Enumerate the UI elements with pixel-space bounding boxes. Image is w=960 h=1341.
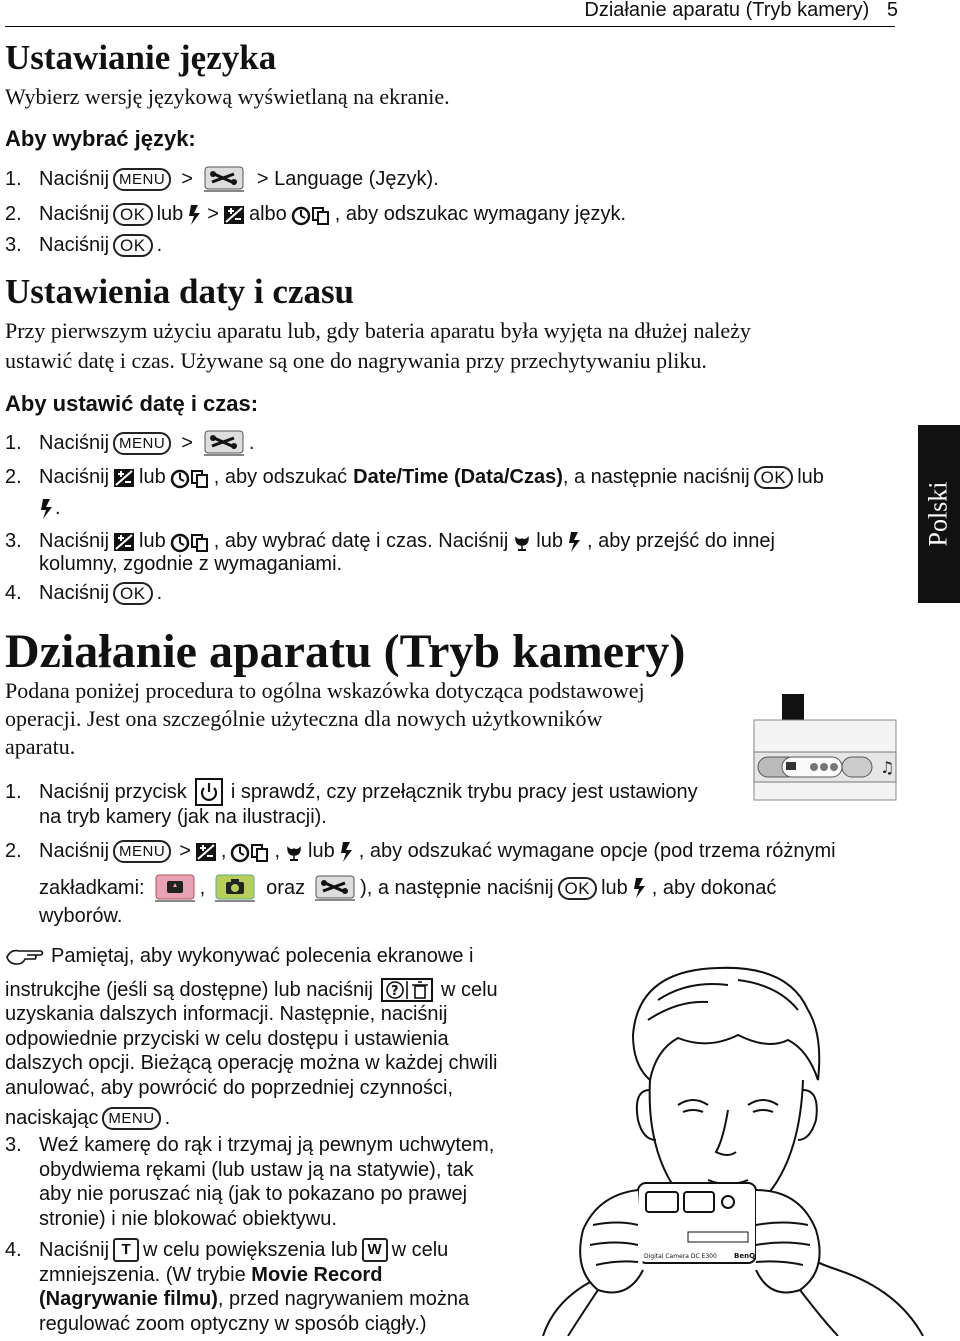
self-timer-drive-icon — [170, 467, 210, 489]
person-holding-camera-illustration — [538, 940, 928, 1341]
datetime-section-title: Ustawienia daty i czasu — [5, 272, 355, 311]
note-block: Pamiętaj, aby wykonywać polecenia ekranowe i instrukcjhe (jeśli są dostępne) lub naciśnij ? w celu uzyskania dalszych informacji. Następnie, naciśnij odpowiednie przyciski w celu dostępu i ustawienia dalszych opcji. Bieżącą operację można w każdej chwili anulować, aby powrócić do poprzedniej czynności, naciskając MENU . — [5, 945, 498, 1129]
camera-brand-label: BenQ — [734, 1252, 756, 1260]
svg-text:?: ? — [390, 983, 399, 999]
camera-section-title: Działanie aparatu (Tryb kamery) — [5, 625, 686, 678]
ok-key-icon: OK — [113, 203, 153, 226]
datetime-subhead: Aby ustawić datę i czas: — [5, 391, 259, 416]
flash-icon — [632, 877, 648, 899]
camera-step-2-cont: zakładkami: , oraz ), a następnie naciśnij OK lub , aby dokonać — [39, 874, 776, 902]
datetime-step-3: 3. Naciśnij lub , aby wybrać datę i czas. Naciśnij lub , aby przejść do innej — [5, 530, 775, 552]
wide-key-icon: W — [362, 1238, 388, 1262]
flash-icon — [339, 841, 355, 863]
macro-icon — [512, 532, 532, 552]
datetime-intro-line-1: Przy pierwszym użyciu aparatu lub, gdy bateria aparatu była wyjęta na dłużej należy — [5, 318, 751, 343]
note-hand-icon — [5, 945, 45, 967]
camera-model-label: Digital Camera DC E300 — [644, 1253, 717, 1260]
ok-key-icon: OK — [113, 234, 153, 257]
datetime-step-2: 2. Naciśnij lub , aby odszukać Date/Time (Data/Czas) , a następnie naciśnij OK lub — [5, 466, 824, 488]
datetime-step-2-cont: . — [39, 497, 61, 520]
camera-step-1: 1. Naciśnij przycisk i sprawdź, czy przełącznik trybu pracy jest ustawiony — [5, 778, 698, 806]
camera-step-1-cont: na tryb kamery (jak na ilustracji). — [39, 806, 327, 828]
camera-step-2-cont-2: wyborów. — [39, 905, 123, 927]
menu-key-icon: MENU — [113, 840, 171, 863]
self-timer-drive-icon — [170, 531, 210, 553]
language-step-3: 3. Naciśnij OK . — [5, 234, 163, 256]
exposure-icon — [195, 842, 217, 862]
ok-key-icon: OK — [754, 466, 794, 489]
ok-key-icon: OK — [558, 877, 598, 900]
flash-icon — [567, 531, 583, 553]
menu-key-icon: MENU — [113, 168, 171, 191]
camera-intro: Podana poniżej procedura to ogólna wskazówka dotycząca podstawowej operacji. Jest ona szczególnie użyteczna dla nowych użytkowników aparatu. — [5, 678, 645, 759]
datetime-intro-line-2: ustawić datę i czas. Używane są one do nagrywania przy przechytywaniu pliku. — [5, 348, 707, 373]
camera-step-4: 4. Naciśnij T w celu powiększenia lub W w celu zmniejszenia. (W trybie Movie Record (Nagrywanie filmu), przed nagrywaniem można regulować zoom optyczny w sposób ciągły.) — [5, 1239, 470, 1335]
language-side-tab: Polski — [918, 425, 960, 603]
exposure-icon — [113, 532, 135, 552]
camera-step-2: 2. Naciśnij MENU > , , lub , aby odszukać wymagane opcje (pod trzema różnymi — [5, 840, 836, 862]
help-delete-icon — [381, 978, 433, 1002]
datetime-step-3-cont: kolumny, zgodnie z wymaganiami. — [39, 553, 343, 575]
scene-tab-icon — [155, 874, 195, 902]
menu-key-icon: MENU — [102, 1107, 160, 1130]
exposure-icon — [113, 468, 135, 488]
setup-tab-icon — [315, 875, 355, 901]
language-step-1: 1. Naciśnij MENU > > Language (Język). — [5, 166, 439, 192]
ok-key-icon: OK — [113, 582, 153, 605]
power-icon — [195, 778, 223, 806]
page-number: 5 — [886, 0, 898, 21]
language-section-title: Ustawianie języka — [5, 38, 277, 77]
language-subhead: Aby wybrać język: — [5, 126, 196, 151]
flash-icon — [39, 498, 55, 520]
svg-text:♫: ♫ — [880, 758, 895, 777]
self-timer-drive-icon — [230, 841, 270, 863]
datetime-step-4: 4. Naciśnij OK . — [5, 582, 163, 604]
language-step-2: 2. Naciśnij OK lub > albo , aby odszukac wymagany język. — [5, 203, 627, 225]
language-intro: Wybierz wersję językową wyświetlaną na ekranie. — [5, 84, 450, 109]
menu-key-icon: MENU — [113, 432, 171, 455]
setup-tab-icon — [204, 166, 244, 192]
camera-step-3: 3. Weź kamerę do rąk i trzymaj ją pewnym uchwytem, obydwiema rękami (lub ustaw ją na statywie), tak aby nie poruszać nią (jak to pokazano po prawej stronie) i nie blokować obiektywu. — [5, 1134, 495, 1230]
header-rule — [5, 26, 895, 27]
exposure-icon — [223, 205, 245, 225]
mode-switch-illustration — [752, 690, 898, 807]
self-timer-drive-icon — [291, 204, 331, 226]
flash-icon — [187, 204, 203, 226]
setup-tab-icon — [204, 430, 244, 456]
datetime-step-1: 1. Naciśnij MENU > . — [5, 430, 254, 456]
camera-tab-icon — [215, 874, 255, 902]
running-header: Działanie aparatu (Tryb kamery) 5 — [584, 0, 898, 21]
macro-icon — [284, 842, 304, 862]
tele-key-icon: T — [113, 1238, 139, 1262]
